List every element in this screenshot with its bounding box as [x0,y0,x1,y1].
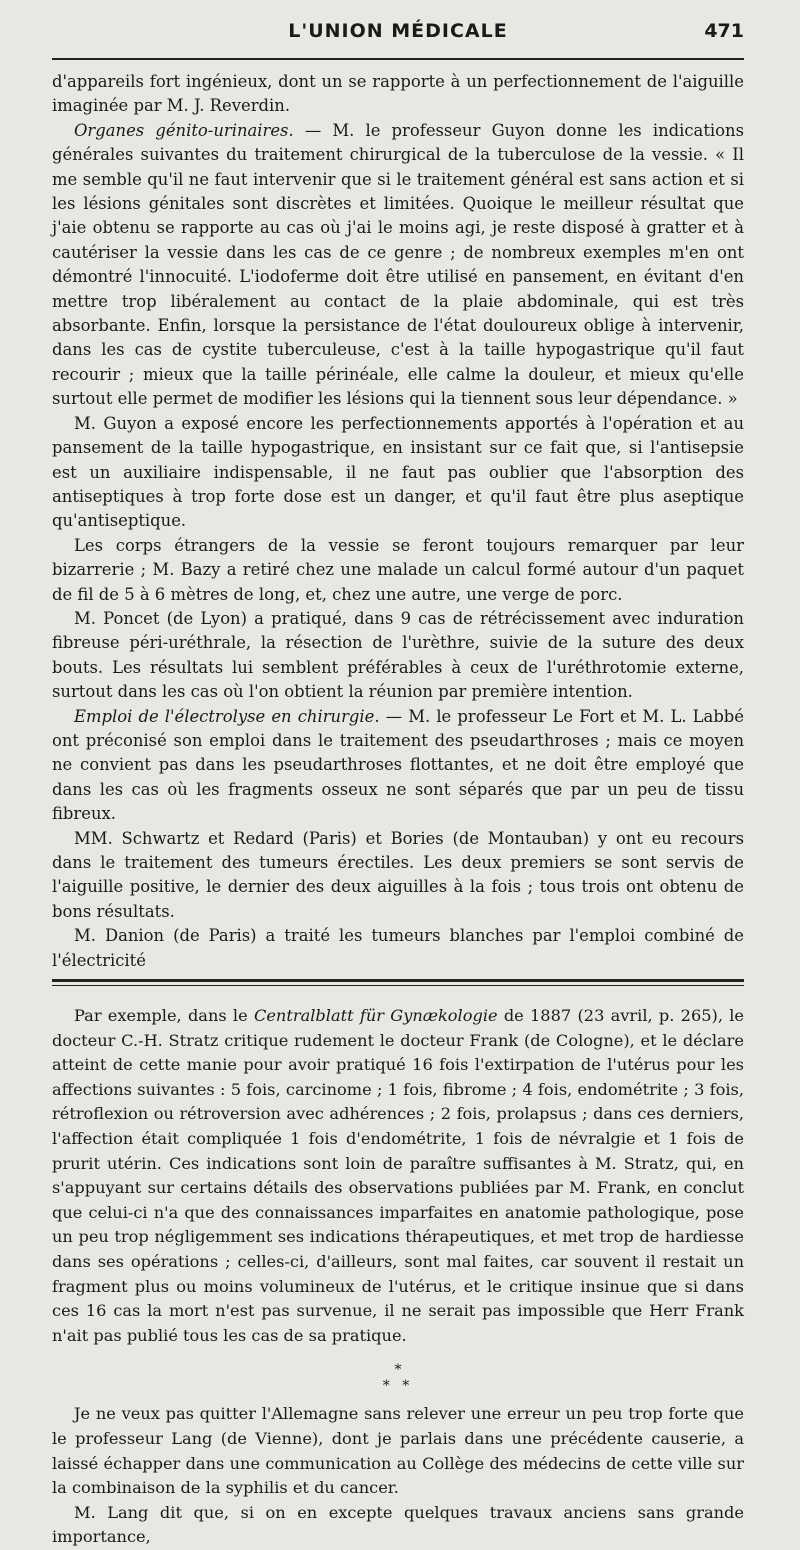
continuation-text [52,1402,744,1550]
footnote-body: de 1887 (23 avril, p. 265), le docteur C.-H. Stratz critique rudement le docteur Frank (de Cologne), et le déclare atteint de cette manie pour avoir pratiqué 16 fois l'extirpation de l'utérus pour les affections suivantes : 5 fois, carcinome ; 1 fois, fibrome ; 4 fois, endométrite ; 3 fois, rétroflexion ou rétroversion avec adhérences ; 2 fois, prolapsus ; dans ces derniers, l'affection était compliquée 1 fois d'endométrite, 1 fois de névralgie et 1 fois de prurit utérin. Ces indications sont loin de paraître suffisantes à M. Stratz, qui, en s'appuyant sur certains détails des observations publiées par M. Frank, en conclut que celui-ci n'a que des connaissances imparfaites en anatomie pathologique, pose un peu trop négligemment ses indications thérapeutiques, et met trop de hardiesse dans ses opérations ; celles-ci, d'ailleurs, sont mal faites, car souvent il restait un fragment plus ou moins volumineux de l'utérus, et le critique insinue que si dans ces 16 cas la mort n'est pas survenue, il ne serait pas impossible que Herr Frank n'ait pas publié tous les cas de sa pratique. [52,1006,745,1345]
paragraph-body: — M. le professeur Le Fort et M. L. Labbé ont préconisé son emploi dans le traitement des pseudarthroses ; mais ce moyen ne convient pas dans les pseudarthroses flottantes, et ne doit être employé que dans les cas où les fragments osseux ne sont séparés que par un peu de tissu fibreux. [52,706,745,824]
section-heading: Organes génito-urinaires. [74,120,294,140]
footnote-lead: Par exemple, dans le [74,1006,254,1026]
running-title: L'UNION MÉDICALE [288,20,508,42]
paragraph: Je ne veux pas quitter l'Allemagne sans relever une erreur un peu trop forte que le professeur Lang (de Vienne), dont je parlais dans une précédente causerie, a laissé échapper dans une communication au Collège des médecins de cette ville sur la combinaison de la syphilis et du cancer. [52,1404,744,1498]
paragraph [52,119,744,412]
paragraph: Les corps étrangers de la vessie se feront toujours remarquer par leur bizarrerie ; M. Bazy a retiré chez une malade un calcul formé autour d'un paquet de fil de 5 à 6 mètres de long, et, chez une autre, une verge de porc. [52,535,744,604]
paragraph: d'appareils fort ingénieux, dont un se rapporte à un perfectionnement de l'aiguille imaginée par M. J. Reverdin. [52,72,744,116]
page-number: 471 [704,20,744,42]
paragraph [52,705,744,827]
paragraph: M. Danion (de Paris) a traité les tumeurs blanches par l'emploi combiné de l'électricité [52,926,744,970]
journal-title: Centralblatt für Gynækologie [253,1006,498,1026]
paragraph-body: — M. le professeur Guyon donne les indications générales suivantes du traitement chirurgical de la tuberculose de la vessie. « Il me semble qu'il ne faut intervenir que si le traitement général est sans action et si les lésions génitales sont discrètes et limitées. Quoique le meilleur résultat que j'aie obtenu se rapporte au cas où j'ai le moins agi, je reste disposé à gratter et à cautériser la vessie dans les cas de ce genre ; de nombreux exemples m'en ont démontré l'innocuité. L'iodoferme doit être utilisé en pansement, en évitant d'en mettre trop libéralement au contact de la plaie abdominale, qui est très absorbante. Enfin, lorsque la persistance de l'état douloureux oblige à intervenir, dans les cas de cystite tuberculeuse, c'est à la taille hypogastrique qu'il faut recourir ; mieux que la taille périnéale, elle calme la douleur, et mieux qu'elle surtout elle permet de modifier les lésions qui la tiennent sous leur dépendance. » [52,120,744,409]
footnote-block [52,1004,744,1348]
section-heading: Emploi de l'électrolyse en chirurgie. [74,706,380,726]
main-article-text [52,70,744,973]
paragraph: M. Poncet (de Lyon) a pratiqué, dans 9 cas de rétrécissement avec induration fibreuse péri-uréthrale, la résection de l'urèthre, suivie de la suture des deux bouts. Les résultats lui semblent préférables à ceux de l'uréthrotomie externe, surtout dans les cas où l'on obtient la réunion par première intention. [52,608,744,702]
footnote-paragraph [52,1004,744,1348]
header-rule [52,58,744,60]
page-header [52,16,744,50]
paragraph: M. Lang dit que, si on en excepte quelques travaux anciens sans grande importance, [52,1502,744,1547]
asterism-divider [52,1362,744,1394]
asterism-top: * [394,1362,402,1379]
asterism-bottom: * * [382,1378,414,1395]
footnote-separator [52,979,744,986]
paragraph: M. Guyon a exposé encore les perfectionnements apportés à l'opération et au pansement de la taille hypogastrique, en insistant sur ce fait que, si l'antisepsie est un auxiliaire indispensable, il ne faut pas oublier que l'absorption des antiseptiques à trop forte dose est un danger, et qu'il faut être plus aseptique qu'antiseptique. [52,413,744,531]
paragraph: MM. Schwartz et Redard (Paris) et Bories (de Montauban) y ont eu recours dans le traitement des tumeurs érectiles. Les deux premiers se sont servis de l'aiguille positive, le dernier des deux aiguilles à la fois ; tous trois ont obtenu de bons résultats. [52,828,744,921]
